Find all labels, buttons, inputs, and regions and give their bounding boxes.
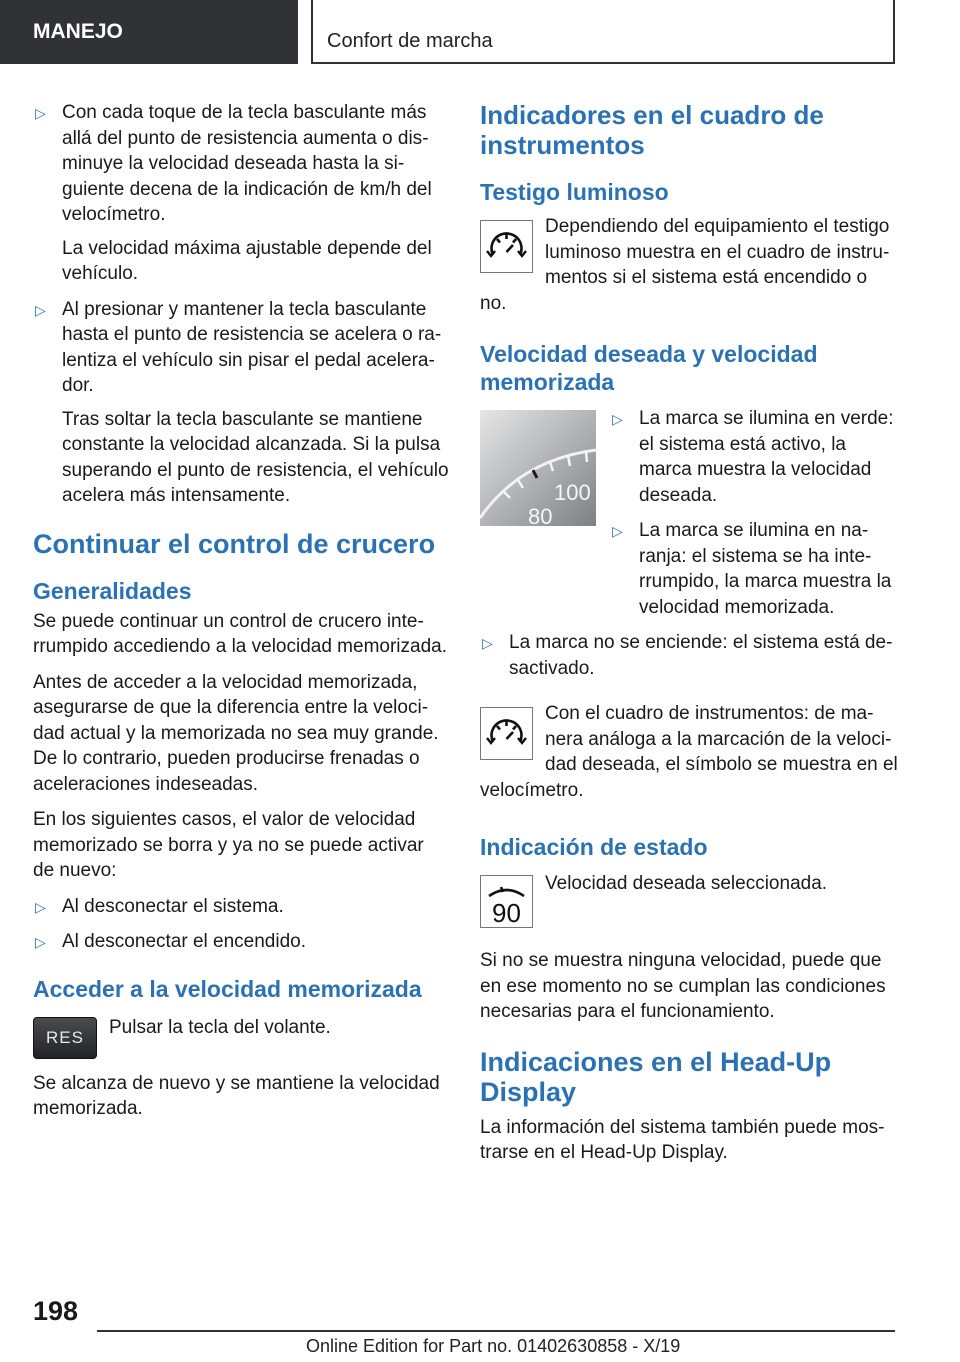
bullet-triangle-icon: ▷ xyxy=(35,301,46,318)
bullet-text: La marca no se enciende: el sistema está desactivado. xyxy=(509,632,893,679)
paragraph: Se alcanza de nuevo y se mantiene la velocidad memorizada. xyxy=(33,1072,440,1119)
bullet-text: Con cada toque de la tecla basculante más allá del punto de resistencia aumenta o disminuye la velocidad deseada hasta la siguiente decena de la indicación de km/h del velocímetro. xyxy=(62,102,432,225)
page-number: 198 xyxy=(33,1296,79,1326)
cruise-control-icon xyxy=(480,707,533,760)
bullet-text: Al desconectar el encendido. xyxy=(62,931,306,952)
cruise-control-icon xyxy=(480,220,533,273)
list-item xyxy=(33,100,449,287)
chapter-tab xyxy=(311,0,895,64)
heading-indicators: Indicadores en el cuadro de instrumentos xyxy=(480,100,824,160)
bullet-triangle-icon: ▷ xyxy=(612,411,623,427)
paragraph: Se puede continuar un control de crucero interrumpido accediendo a la velocidad memorizada. xyxy=(33,610,448,657)
heading-estado: Indicación de estado xyxy=(480,834,708,860)
list-item xyxy=(33,894,449,920)
speed-90-icon xyxy=(480,875,533,928)
paragraph: La información del sistema también puede mostrarse en el Head-Up Display. xyxy=(480,1116,885,1163)
speedometer-image xyxy=(480,410,596,531)
list-item xyxy=(33,297,449,509)
list-item xyxy=(480,630,898,681)
bullet-text: La marca se ilumina en verde: el sistema está activo, la marca muestra la velocidad deseada. xyxy=(639,408,894,506)
heading-generalidades: Generalidades xyxy=(33,577,192,604)
heading-velocidad: Velocidad deseada y velocidad memorizada xyxy=(480,341,818,395)
speed-value: 90 xyxy=(492,898,521,927)
testigo-figure xyxy=(480,214,898,322)
paragraph: Si no se muestra ninguna velocidad, puede que en ese momento no se cumplan las condiciones necesarias para el funcionamiento. xyxy=(480,950,886,1022)
left-column xyxy=(33,100,449,1132)
cluster-text: Con el cuadro de instrumentos: de manera análoga a la marcación de la velocidad deseada, el símbolo se muestra en el velocímetro. xyxy=(480,703,898,801)
paragraph: En los siguientes casos, el valor de velocidad memorizado se borra y ya no se puede activar de nuevo: xyxy=(33,809,424,881)
estado-figure xyxy=(480,869,898,932)
bullet-triangle-icon: ▷ xyxy=(482,635,493,651)
gauge-label-80: 80 xyxy=(528,504,553,526)
bullet-text: Al presionar y mantener la tecla basculante hasta el punto de resistencia se acelera o ralentiza el vehículo sin pisar el pedal acelerador. xyxy=(62,298,442,396)
chapter-title: Confort de marcha xyxy=(327,30,493,52)
footer-divider xyxy=(97,1330,895,1332)
res-button-icon: RES xyxy=(33,1017,97,1059)
bullet-text: La marca se ilumina en naranja: el sistema se ha interrumpido, la marca muestra la velocidad memorizada. xyxy=(639,520,892,618)
section-title: MANEJO xyxy=(33,20,123,43)
paragraph: Antes de acceder a la velocidad memorizada, asegurarse de que la diferencia entre la velocidad actual y la memorizada no sea muy grande. De lo contrario, pueden producirse frenadas o aceleraciones indeseadas. xyxy=(33,671,439,795)
res-text: Pulsar la tecla del volante. xyxy=(109,1016,331,1038)
bullet-triangle-icon: ▷ xyxy=(35,898,46,915)
res-figure xyxy=(33,1011,449,1063)
heading-testigo: Testigo luminoso xyxy=(480,179,669,205)
footer-edition: Online Edition for Part no. 01402630858 - X/19 xyxy=(306,1336,681,1356)
testigo-text: Dependiendo del equipamiento el testigo luminoso muestra en el cuadro de instrumentos si el sistema está encendido o no. xyxy=(480,216,890,314)
estado-text: Velocidad deseada seleccionada. xyxy=(545,873,828,894)
bullet-triangle-icon: ▷ xyxy=(612,523,623,539)
bullet-subtext: Tras soltar la tecla basculante se mantiene constante la velocidad alcanzada. Si la pulsa superando el punto de resistencia, el vehículo acelera más intensamente. xyxy=(62,408,449,506)
gauge-label-100: 100 xyxy=(554,480,591,505)
heading-hud: Indicaciones en el Head-Up Display xyxy=(480,1046,832,1107)
list-item xyxy=(33,929,449,955)
bullet-subtext: La velocidad máxima ajustable depende del vehículo. xyxy=(62,237,432,284)
gauge-figure xyxy=(480,406,898,630)
heading-continue-cruise: Continuar el control de crucero xyxy=(33,528,436,559)
heading-access-memorized: Acceder a la velocidad memorizada xyxy=(33,975,422,1002)
right-column xyxy=(480,100,898,1176)
bullet-text: Al desconectar el sistema. xyxy=(62,895,284,917)
list-item xyxy=(610,406,898,508)
section-tab xyxy=(0,0,298,64)
list-item xyxy=(610,518,898,620)
cluster-figure xyxy=(480,701,898,809)
bullet-triangle-icon: ▷ xyxy=(35,934,46,950)
bullet-triangle-icon: ▷ xyxy=(35,105,46,121)
